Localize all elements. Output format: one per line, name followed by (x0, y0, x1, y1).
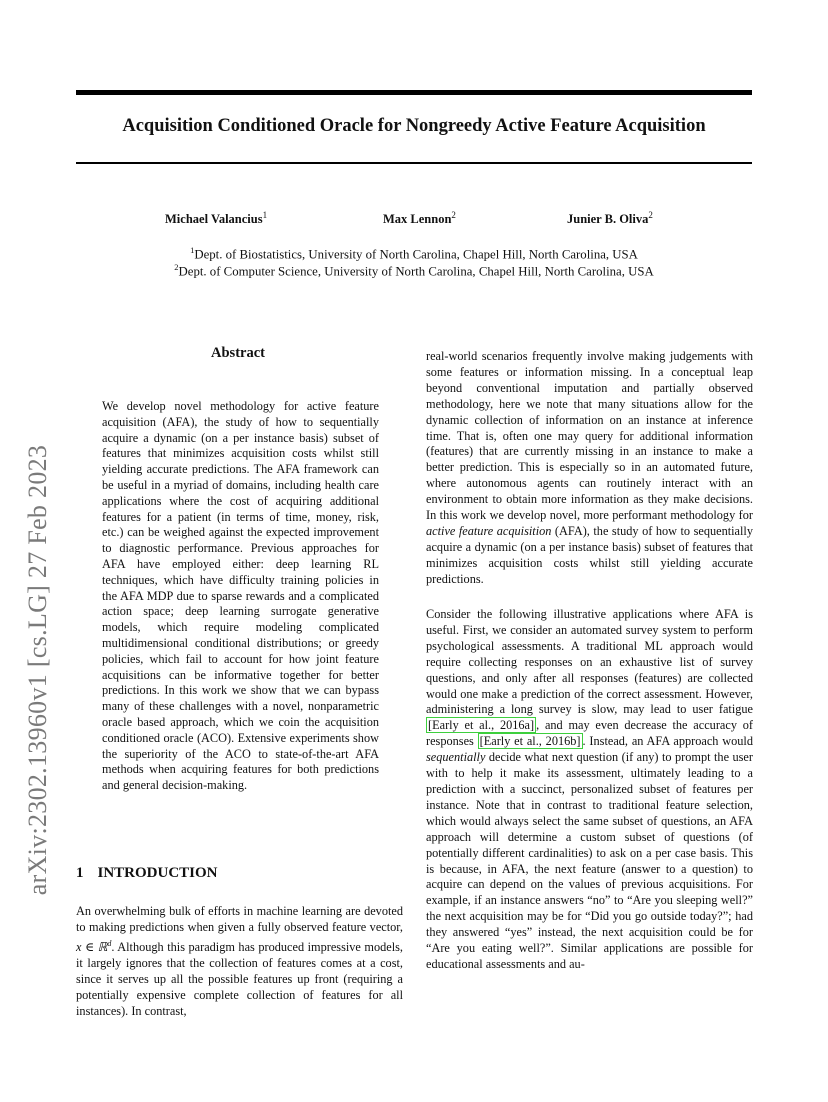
math-feature-vector: x ∈ ℝ$^d$ (76, 938, 112, 954)
section-heading-introduction: 1 INTRODUCTION (76, 865, 218, 881)
title-rule-bottom (76, 162, 752, 164)
author-1: Michael Valancius$^1$ (165, 210, 268, 227)
introduction-paragraph-2: real-world scenarios frequently involve making judgements with some features or information missing. In a conceptual leap beyond conventional imputation and partially observed methodology, here we note that many situations allow for the dynamic collection of information on an instance at inference time. That is, often one may query for additional information (features) that are currently missing in an instance to make a better prediction. This is especially so in an automated future, where autonomous agents can routinely interact with an environment to obtain more information as they make decisions. In this work we develop novel, more performant methodology for active feature acquisition (AFA), the study of how to sequentially acquire a dynamic (on a per instance basis) subset of features that minimizes acquisition costs whilst still yielding accurate predictions. (426, 349, 754, 586)
citation-link-early-2016a[interactable]: [Early et al., 2016a] (428, 718, 535, 733)
author-2: Max Lennon$^2$ (383, 210, 456, 227)
introduction-paragraph-1: An overwhelming bulk of efforts in machine learning are devoted to making predictions when given a fully observed feature vector, x ∈ ℝ$^d$. Although this paradigm has produced impressive models, it largely ignores that the collection of features comes at a cost, since it serves up all the possible features up front (requiring a potentially expensive complete collection of features for all instances). In contrast, (76, 904, 403, 1018)
title-rule-top (76, 90, 752, 95)
author-3: Junier B. Oliva$^2$ (567, 210, 653, 227)
affiliation-1: $^1$Dept. of Biostatistics, University of North Carolina, Chapel Hill, North Carolina, USA (190, 245, 638, 262)
citation-link-early-2016b[interactable]: [Early et al., 2016b] (479, 734, 581, 749)
affiliation-2: $^2$Dept. of Computer Science, University of North Carolina, Chapel Hill, North Carolina, USA (174, 262, 654, 279)
abstract-heading: Abstract (211, 345, 265, 361)
introduction-paragraph-3: Consider the following illustrative applications where AFA is useful. First, we consider an automated survey system to perform psychological assessments. A traditional ML approach would require collecting responses on an exhaustive list of survey questions, and only after all responses (features) are collected would one make a prediction of the correct assessment. However, administering a long survey is slow, may lead to user fatigue [Early et al., 2016a] , and may even decrease the accuracy of responses [Early et al., 2016b] . Instead, an AFA approach would sequentially decide what next question (if any) to prompt the user with to help it make its assessment, ultimately leading to a prediction with a succinct, personalized subset of features per instance. Note that in contrast to traditional feature selection, which would always select the same subset of questions, an AFA approach will determine a custom subset of questions (of potentially different cardinalities) to ask on a per case basis. This is because, in AFA, the next feature (answer to a question) to acquire can depend on the values of previous acquisitions. For example, if an instance answers “no” to “Are you sleeping well?” the next acquisition may be for “Did you go outside today?”; had they answered “yes” instead, the next acquisition could be for “Are you eating well?”. Similar applications are possible for educational assessments and au- (426, 607, 753, 971)
arxiv-stamp: arXiv:2302.13960v1 [cs.LG] 27 Feb 2023 (23, 444, 52, 896)
abstract-text: We develop novel methodology for active feature acquisition (AFA), the study of how to sequentially acquire a dynamic (on a per instance basis) subset of features that minimizes acquisition costs whilst still yielding accurate predictions. The AFA framework can be useful in a myriad of domains, including health care applications where the cost of acquiring additional features for a patient (in terms of time, money, risk, etc.) can be weighed against the expected improvement to diagnostic performance. Previous approaches for AFA have employed either: deep learning RL techniques, which have difficulty training policies in the AFA MDP due to sparse rewards and a complicated action space; deep learning surrogate generative models, which require modeling complicated multidimensional conditional distributions; or greedy policies, which fail to account for how joint feature acquisitions can be informative together for better predictions. In this work we show that we can bypass many of these challenges with a novel, nonparametric oracle based approach, which we coin the acquisition conditioned oracle (ACO). Extensive experiments show the superiority of the ACO to state-of-the-art AFA methods when acquiring features for both predictions and general decision-making. (102, 399, 379, 793)
paper-title: Acquisition Conditioned Oracle for Nongreedy Active Feature Acquisition (122, 116, 706, 136)
